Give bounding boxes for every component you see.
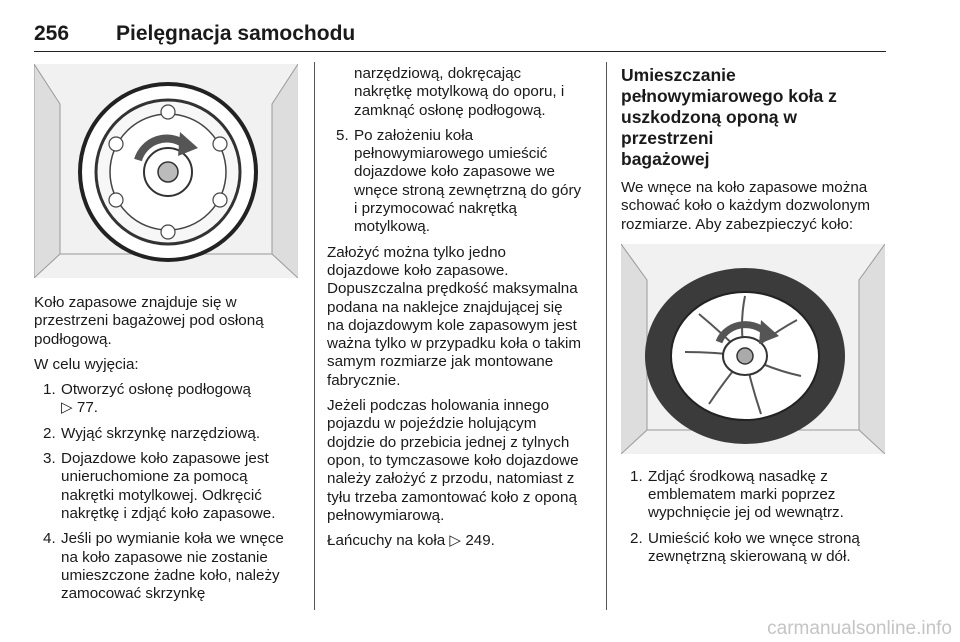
step-line: Po założeniu koła: [354, 126, 474, 144]
column-2: [327, 65, 597, 557]
step-line: Wyjąć skrzynkę narzędziową.: [61, 424, 261, 442]
text-line: opon, to tymczasowe koło dojazdowe: [327, 451, 579, 469]
step-line: zewnętrzną skierowaną w dół.: [648, 548, 851, 566]
securing-steps: [621, 468, 889, 566]
step-line: na koło zapasowe nie zostanie: [61, 548, 268, 566]
step-number: 2.: [43, 424, 56, 442]
heading-line: uszkodzoną oponą w przestrzeni: [621, 107, 797, 148]
step-line: pełnowymiarowego umieścić: [354, 145, 548, 163]
step-number: 2.: [630, 529, 643, 547]
text-line: pojazdu w pojeździe holującym: [327, 415, 537, 433]
step-line: wypchnięcie jej od wewnątrz.: [648, 504, 844, 522]
list-item: [34, 381, 300, 418]
column-divider-2: [606, 62, 607, 610]
page-reference-link[interactable]: ▷ 77.: [61, 399, 99, 417]
text-line: Założyć można tylko jedno: [327, 243, 506, 261]
text-line: fabrycznie.: [327, 371, 401, 389]
step-line: emblematem marki poprzez: [648, 486, 836, 504]
list-item: [327, 65, 597, 120]
list-item: [34, 450, 300, 523]
towing-note: [327, 397, 597, 525]
step-line: zamknąć osłonę podłogową.: [354, 101, 546, 119]
step-line: unieruchomione za pomocą: [61, 468, 248, 486]
spare-wheel-illustration: [34, 64, 298, 278]
text-line: ważna tylko w przypadku koła o takim: [327, 335, 582, 353]
spare-wheel-note: [327, 244, 597, 390]
full-size-wheel-illustration: [621, 244, 885, 454]
list-item: [34, 530, 300, 603]
step-line: dojazdowe koło zapasowe we: [354, 163, 555, 181]
column-divider-1: [314, 62, 315, 610]
step-line: Jeśli po wymianie koła we wnęce: [61, 530, 284, 548]
page-header: [34, 22, 886, 54]
heading-line: bagażowej: [621, 149, 710, 169]
watermark: carmanualsonline.info: [767, 618, 952, 639]
text-line: Dopuszczalna prędkość maksymalna: [327, 280, 578, 298]
step-line: nakrętki motylkowej. Odkręcić: [61, 486, 262, 504]
step-line: wnęce stroną zewnętrzną do góry: [354, 181, 582, 199]
step-number: 3.: [43, 450, 56, 468]
list-item: [34, 425, 300, 443]
text-line: podana na naklejce znajdującej się: [327, 298, 563, 316]
section-heading: [621, 65, 889, 170]
heading-line: pełnowymiarowego koła z: [621, 86, 837, 106]
text-line: We wnęce na koło zapasowe można: [621, 179, 868, 196]
step-line: nakrętkę motylkową do oporu, i: [354, 83, 565, 101]
text-line: pełnowymiarową.: [327, 506, 445, 524]
snow-chains-reference[interactable]: Łańcuchy na koła ▷ 249.: [327, 532, 495, 550]
text-line: dojdzie do przebicia jednej z tylnych: [327, 433, 570, 451]
text-line: rozmiarze. Aby zabezpieczyć koło:: [621, 215, 854, 233]
step-number: 4.: [43, 530, 56, 548]
removal-steps-continued: [327, 65, 597, 237]
text-line: samym rozmiarze jak montowane: [327, 353, 554, 371]
column-3: [621, 65, 889, 573]
text-line: Jeżeli podczas holowania innego: [327, 397, 550, 415]
list-item: [621, 468, 889, 523]
step-number: 5.: [336, 126, 349, 144]
list-item: [327, 127, 597, 237]
step-line: Otworzyć osłonę podłogową: [61, 381, 251, 399]
step-line: Zdjąć środkową nasadkę z: [648, 467, 828, 485]
step-line: i przymocować nakrętką: [354, 200, 517, 218]
caption-line: Koło zapasowe znajduje się w: [34, 294, 237, 311]
removal-steps: [34, 381, 300, 603]
step-number: 1.: [630, 467, 643, 485]
step-line: motylkową.: [354, 218, 430, 236]
page-number: 256: [34, 22, 70, 45]
header-rule: [34, 51, 886, 52]
section-intro: [621, 179, 889, 234]
text-line: na dojazdowym kole zapasowym jest: [327, 316, 577, 334]
text-line: schować koło o każdym dozwolonym: [621, 197, 871, 215]
step-number: 1.: [43, 381, 56, 399]
column-1: [34, 64, 300, 610]
step-line: Dojazdowe koło zapasowe jest: [61, 450, 269, 468]
step-line: Umieścić koło we wnęce stroną: [648, 529, 860, 547]
heading-line: Umieszczanie: [621, 65, 736, 85]
step-line: nakrętkę i zdjąć koło zapasowe.: [61, 504, 276, 522]
list-item: [621, 530, 889, 567]
page-title: Pielęgnacja samochodu: [116, 22, 356, 45]
text-line: dojazdowe koło zapasowe.: [327, 261, 509, 279]
text-line: należy założyć z przodu, natomiast z: [327, 470, 575, 488]
caption-line: przestrzeni bagażowej pod osłoną: [34, 312, 264, 330]
caption-line: podłogową.: [34, 330, 112, 348]
step-line: zamocować skrzynkę: [61, 585, 206, 603]
step-line: umieszczone żadne koło, należy: [61, 566, 280, 584]
text-line: tyłu trzeba zamontować koło z oponą: [327, 488, 577, 506]
step-line: narzędziową, dokręcając: [354, 65, 522, 82]
instructions-intro: W celu wyjęcia:: [34, 355, 139, 373]
